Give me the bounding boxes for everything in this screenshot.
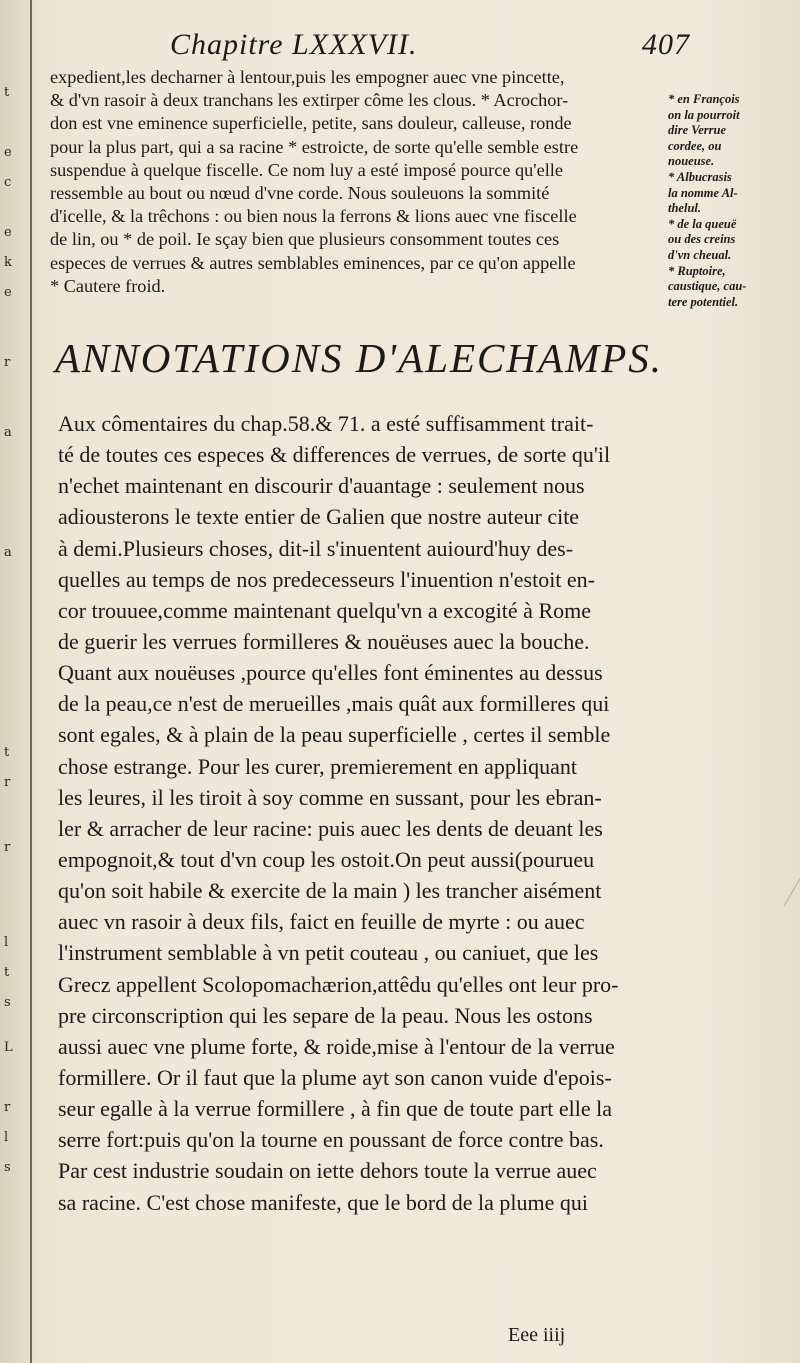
gutter-mark: a	[4, 425, 12, 440]
signature-mark: Eee iiij	[508, 1324, 566, 1346]
text-line: suspendue à quelque fiscelle. Ce nom luy a esté imposé pource qu'elle	[50, 159, 563, 180]
chapter-title: Chapitre LXXXVII.	[170, 28, 418, 61]
margin-note-line: cordee, ou	[668, 138, 722, 153]
margin-note-line: la nomme Al-	[668, 185, 738, 200]
text-line: Aux cômentaires du chap.58.& 71. a esté suffisamment trait-	[58, 411, 594, 436]
text-line: Grecz appellent Scolopomachærion,attêdu qu'elles ont leur pro-	[58, 971, 619, 997]
margin-note-line: tere potentiel.	[668, 294, 739, 309]
margin-note-line: * Ruptoire,	[668, 263, 726, 278]
text-line: aussi auec vne plume forte, & roide,mise à l'entour de la verrue	[58, 1033, 615, 1059]
chapter-text	[50, 66, 665, 298]
text-line: té de toutes ces especes & differences de verrues, de sorte qu'il	[58, 442, 611, 468]
gutter-mark: c	[4, 175, 12, 190]
margin-note-line: dire Verrue	[668, 123, 726, 138]
text-line: pour la plus part, qui a sa racine * estroicte, de sorte qu'elle semble estre	[50, 136, 579, 157]
text-line: empognoit,& tout d'vn coup les ostoit.On peut aussi(pourueu	[58, 846, 595, 872]
text-line: n'echet maintenant en discourir d'auantage : seulement nous	[58, 473, 585, 499]
gutter-mark: r	[4, 1100, 11, 1115]
gutter-mark: L	[4, 1040, 13, 1055]
gutter-mark: t	[4, 965, 10, 980]
text-line: sa racine. C'est chose manifeste, que le bord de la plume qui	[58, 1189, 588, 1215]
text-line: expedient,les decharner à lentour,puis les empogner auec vne pincette,	[50, 67, 565, 87]
text-line: formillere. Or il faut que la plume ayt son canon vuide d'epois-	[58, 1064, 612, 1090]
text-line: qu'on soit habile & exercite de la main ) les trancher aisément	[58, 878, 602, 904]
gutter-mark: e	[4, 225, 12, 240]
gutter-mark: s	[4, 1160, 11, 1175]
text-line: * Cautere froid.	[50, 275, 166, 296]
gutter-mark: r	[4, 775, 11, 790]
gutter-mark: a	[4, 545, 12, 560]
text-line: especes de verrues & autres semblables eminences, par ce qu'on appelle	[50, 252, 576, 273]
margin-note-line: * de la queuë	[668, 216, 737, 231]
gutter-mark: r	[4, 355, 11, 370]
text-line: Quant aux nouëuses ,pource qu'elles font éminentes au dessus	[58, 660, 603, 686]
text-line: ler & arracher de leur racine: puis auec les dents de deuant les	[58, 815, 603, 841]
text-line: l'instrument semblable à vn petit couteau , ou caniuet, que les	[58, 940, 599, 966]
ink-mark	[760, 870, 800, 906]
gutter-mark: l	[4, 935, 9, 950]
gutter-mark: r	[4, 840, 11, 855]
text-line: don est vne eminence superficielle, petite, sans douleur, calleuse, ronde	[50, 113, 572, 134]
text-line: de guerir les verrues formilleres & nouëuses auec la bouche.	[58, 628, 590, 654]
gutter-mark: e	[4, 145, 12, 160]
text-line: auec vn rasoir à deux fils, faict en feuille de myrte : ou auec	[58, 909, 585, 935]
gutter-mark: e	[4, 285, 12, 300]
margin-note-line: ou des creins	[668, 232, 736, 247]
text-line: serre fort:puis qu'on la tourne en poussant de force contre bas.	[58, 1127, 604, 1153]
adjacent-page-gutter	[0, 0, 30, 1363]
margin-note-line: caustique, cau-	[668, 279, 747, 294]
annotation-body	[58, 408, 668, 1218]
gutter-mark: t	[4, 745, 10, 760]
gutter-mark: l	[4, 1130, 9, 1145]
margin-note-line: thelul.	[668, 201, 701, 216]
text-line: chose estrange. Pour les curer, premierement en appliquant	[58, 753, 577, 779]
section-heading: ANNOTATIONS D'ALECHAMPS.	[55, 335, 664, 381]
text-line: les leures, il les tiroit à soy comme en sussant, pour les ebran-	[58, 784, 602, 810]
margin-note-line: on la pourroit	[668, 107, 740, 122]
text-line: sont egales, & à plain de la peau superficielle , certes il semble	[58, 722, 611, 748]
gutter-mark: s	[4, 995, 11, 1010]
gutter-mark: t	[4, 85, 10, 100]
margin-note-line: * en François	[668, 92, 740, 106]
text-line: & d'vn rasoir à deux tranchans les extirper côme les clous. * Acrochor-	[50, 90, 569, 111]
text-line: de la peau,ce n'est de merueilles ,mais quât aux formilleres qui	[58, 691, 610, 717]
text-line: seur egalle à la verrue formillere , à fin que de toute part elle la	[58, 1096, 613, 1122]
page-fold-line	[30, 0, 32, 1363]
text-line: pre circonscription qui les separe de la peau. Nous les ostons	[58, 1002, 593, 1028]
text-line: quelles au temps de nos predecesseurs l'inuention n'estoit en-	[58, 566, 596, 592]
text-line: cor trouuee,comme maintenant quelqu'vn a excogité à Rome	[58, 597, 591, 623]
text-line: ressemble au bout ou nœud d'vne corde. Nous souleuons la sommité	[50, 182, 550, 203]
margin-note-line: noueuse.	[668, 154, 715, 169]
margin-note-line: d'vn cheual.	[668, 247, 732, 262]
text-line: Par cest industrie soudain on iette dehors toute la verrue auec	[58, 1158, 597, 1184]
text-line: adiousterons le texte entier de Galien que nostre auteur cite	[58, 504, 580, 530]
gutter-mark: k	[4, 255, 12, 270]
text-line: de lin, ou * de poil. Ie sçay bien que plusieurs consomment toutes ces	[50, 229, 560, 250]
text-line: d'icelle, & la trêchons : ou bien nous la ferrons & lions auec vne fiscelle	[50, 206, 577, 227]
margin-note-line: * Albucrasis	[668, 169, 732, 184]
text-line: à demi.Plusieurs choses, dit-il s'inuentent auiourd'huy des-	[58, 535, 574, 561]
page-number: 407	[642, 28, 690, 61]
marginal-notes	[668, 92, 798, 310]
